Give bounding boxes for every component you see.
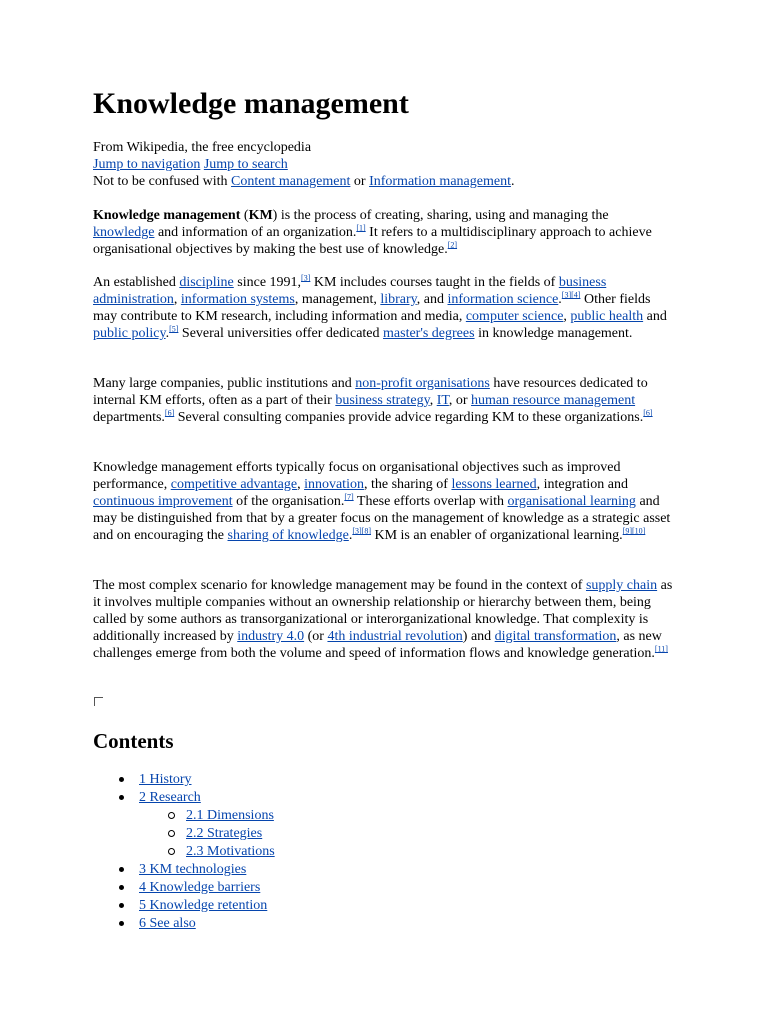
toc-link-strategies[interactable]: 2.2 Strategies [186, 826, 263, 841]
table-of-contents [139, 771, 539, 933]
industry-4-link[interactable]: industry 4.0 [237, 629, 305, 644]
text: ) and [462, 629, 495, 644]
text: in knowledge management. [474, 326, 633, 341]
toc-subitem [186, 843, 539, 861]
tagline: From Wikipedia, the free encyclopedia [93, 140, 312, 155]
bullet-icon [119, 921, 124, 926]
citation-link[interactable]: [9][10] [622, 526, 646, 536]
continuous-improvement-link[interactable]: continuous improvement [93, 494, 233, 509]
text: as it involves multiple companies without an ownership relationship or hierarchy between them, being called by some authors as transorganizational or interorganizational knowledge. That complexity is additionally increased by [93, 578, 673, 644]
sharing-of-knowledge-link[interactable]: sharing of knowledge [227, 528, 349, 543]
bullet-icon [119, 777, 124, 782]
citation-link[interactable]: [11] [654, 644, 668, 654]
text: , as new challenges emerge from both the volume and speed of information flows and knowledge generation. [93, 629, 662, 661]
4th-industrial-revolution-link[interactable]: 4th industrial revolution [327, 629, 463, 644]
hatnote-text: . [510, 174, 515, 189]
text: of the organisation. [232, 494, 345, 509]
discipline-link[interactable]: discipline [179, 275, 234, 290]
toc-link-knowledge-barriers[interactable]: 4 Knowledge barriers [139, 880, 261, 895]
text: . [558, 292, 562, 307]
article-header [93, 139, 673, 190]
information-management-link[interactable]: Information management [369, 174, 511, 189]
toc-link-knowledge-retention[interactable]: 5 Knowledge retention [139, 898, 268, 913]
toc-item [139, 861, 539, 879]
jump-to-navigation-link[interactable]: Jump to navigation [93, 157, 201, 172]
page-title: Knowledge management [93, 87, 409, 120]
paragraph-supply-chain [93, 577, 673, 662]
information-systems-link[interactable]: information systems [180, 292, 295, 307]
text: . [165, 326, 170, 341]
text: , [297, 477, 305, 492]
toc-item [139, 897, 539, 915]
organisational-learning-link[interactable]: organisational learning [507, 494, 636, 509]
public-policy-link[interactable]: public policy [93, 326, 166, 341]
toc-toggle-checkbox[interactable] [94, 697, 103, 706]
abbr-bold: KM [248, 208, 273, 223]
ring-bullet-icon [168, 812, 175, 819]
paragraph-discipline [93, 274, 673, 342]
computer-science-link[interactable]: computer science [465, 309, 564, 324]
text: and information of an organization. [154, 225, 357, 240]
text: , management, [294, 292, 381, 307]
citation-link[interactable]: [2] [447, 240, 458, 250]
text: and [643, 309, 667, 324]
digital-transformation-link[interactable]: digital transformation [494, 629, 617, 644]
toc-link-see-also[interactable]: 6 See also [139, 916, 196, 931]
text: since 1991, [233, 275, 302, 290]
non-profit-link[interactable]: non-profit organisations [355, 376, 490, 391]
innovation-link[interactable]: innovation [304, 477, 364, 492]
text: An established [93, 275, 180, 290]
text: Several universities offer dedicated [178, 326, 384, 341]
text: Many large companies, public institutions and [93, 376, 356, 391]
text: KM is an enabler of organizational learning. [370, 528, 623, 543]
masters-degrees-link[interactable]: master's degrees [383, 326, 475, 341]
library-link[interactable]: library [380, 292, 417, 307]
supply-chain-link[interactable]: supply chain [585, 578, 658, 593]
text: , and [416, 292, 448, 307]
human-resource-management-link[interactable]: human resource management [471, 393, 636, 408]
text: KM includes courses taught in the fields of [310, 275, 559, 290]
text: (or [304, 629, 328, 644]
bullet-icon [119, 885, 124, 890]
bullet-icon [119, 867, 124, 872]
paragraph-intro [93, 207, 673, 258]
bullet-icon [119, 903, 124, 908]
citation-link[interactable]: [1] [356, 223, 366, 233]
toc-subitem [186, 825, 539, 843]
citation-link[interactable]: [6] [164, 408, 175, 418]
text: have resources dedicated to internal KM efforts, often as a part of their [93, 376, 648, 408]
text: The most complex scenario for knowledge management may be found in the context of [93, 578, 586, 593]
text: , the sharing of [363, 477, 452, 492]
toc-item [139, 915, 539, 933]
text: , [173, 292, 181, 307]
business-strategy-link[interactable]: business strategy [335, 393, 430, 408]
hatnote-text: Not to be confused with [93, 174, 232, 189]
text: , [429, 393, 437, 408]
text: , integration and [536, 477, 628, 492]
toc-link-research[interactable]: 2 Research [139, 790, 201, 805]
toc-title: Contents [93, 729, 174, 753]
text: ( [240, 208, 249, 223]
citation-link[interactable]: [6] [643, 408, 653, 418]
toc-link-km-technologies[interactable]: 3 KM technologies [139, 862, 247, 877]
toc-item [139, 771, 539, 789]
citation-link[interactable]: [5] [169, 324, 179, 334]
information-science-link[interactable]: information science [447, 292, 559, 307]
text: ) is the process of creating, sharing, using and managing the [272, 208, 609, 223]
ring-bullet-icon [168, 848, 175, 855]
toc-link-history[interactable]: 1 History [139, 772, 192, 787]
text: These efforts overlap with [353, 494, 508, 509]
jump-to-search-link[interactable]: Jump to search [203, 157, 288, 172]
hatnote-text: or [350, 174, 370, 189]
ring-bullet-icon [168, 830, 175, 837]
jump-links [93, 156, 673, 173]
text: It refers to a multidisciplinary approach to achieve organisational objectives by making the best use of knowledge. [93, 225, 652, 257]
text: , [563, 309, 571, 324]
text: Knowledge management efforts typically focus on organisational objectives such as improved performance, [93, 460, 621, 492]
public-health-link[interactable]: public health [570, 309, 644, 324]
term-bold: Knowledge management [93, 208, 241, 223]
competitive-advantage-link[interactable]: competitive advantage [170, 477, 298, 492]
text: Other fields may contribute to KM research, including information and media, [93, 292, 651, 324]
lessons-learned-link[interactable]: lessons learned [451, 477, 537, 492]
it-link[interactable]: IT [436, 393, 449, 408]
citation-link[interactable]: [3][8] [352, 526, 371, 536]
bullet-icon [119, 795, 124, 800]
toc-item [139, 879, 539, 897]
paragraph-objectives [93, 459, 673, 544]
citation-link[interactable]: [7] [344, 492, 354, 502]
content-management-link[interactable]: Content management [231, 174, 351, 189]
business-administration-link[interactable]: business administration [93, 275, 607, 307]
knowledge-link[interactable]: knowledge [93, 225, 155, 240]
toc-link-motivations[interactable]: 2.3 Motivations [186, 844, 275, 859]
text: and may be distinguished from that by a greater focus on the management of knowledge as a strategic asset and on encouraging the [93, 494, 671, 543]
toc-link-dimensions[interactable]: 2.1 Dimensions [186, 808, 274, 823]
toc-item [139, 789, 539, 807]
text: Several consulting companies provide advice regarding KM to these organizations. [174, 410, 644, 425]
text: departments. [93, 410, 165, 425]
citation-link[interactable]: [3][4] [561, 290, 581, 300]
citation-link[interactable]: [3] [301, 273, 311, 283]
toc-subitem [186, 807, 539, 825]
paragraph-companies [93, 375, 673, 426]
hatnote [93, 173, 673, 190]
text: . [348, 528, 353, 543]
text: , or [448, 393, 472, 408]
